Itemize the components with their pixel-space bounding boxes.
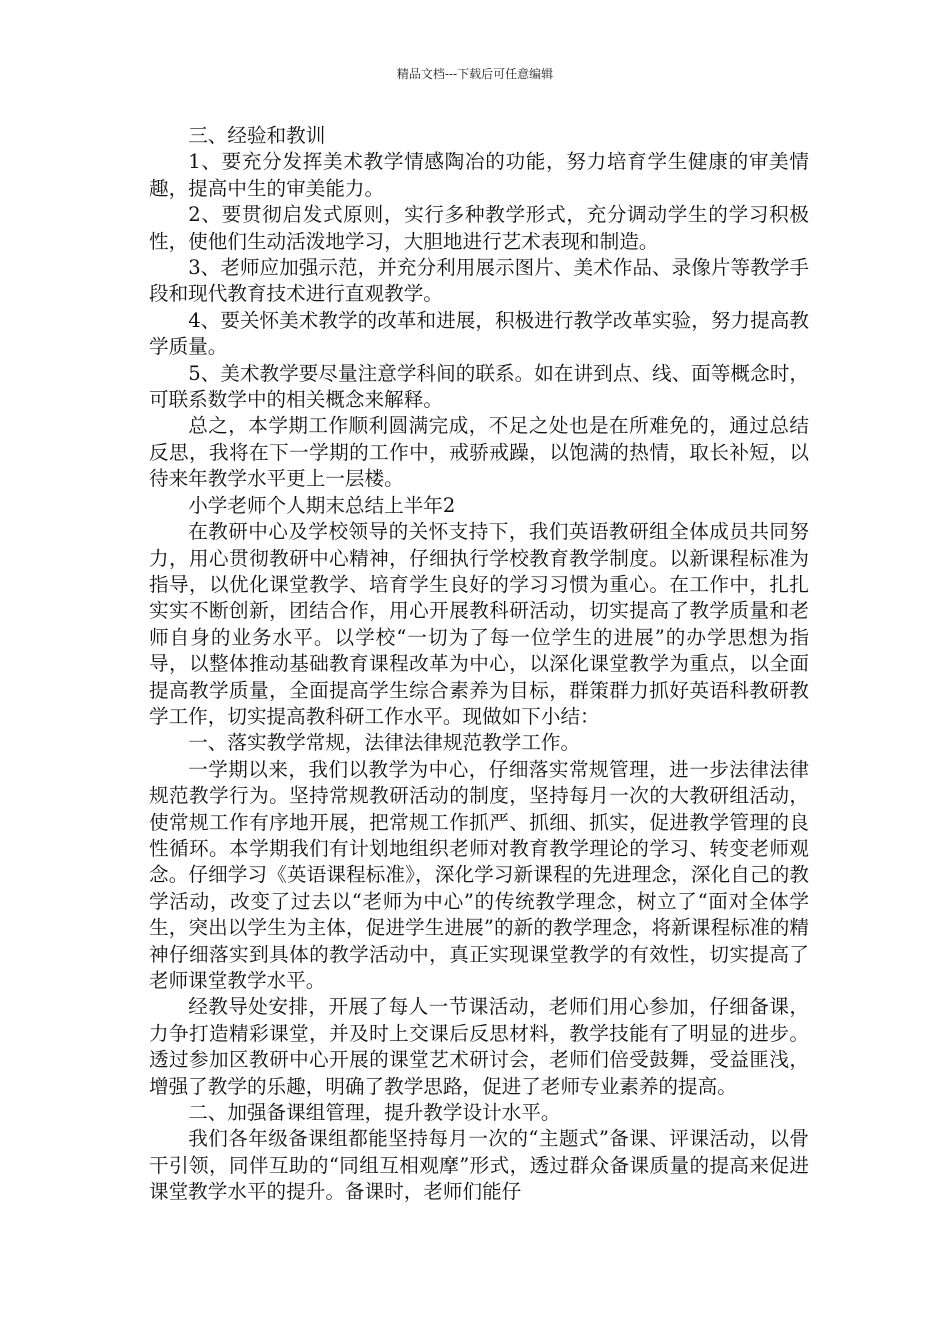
section-heading-lesson-prep: 二、加强备课组管理，提升教学设计水平。 [188, 1101, 561, 1125]
document-body [149, 123, 809, 1206]
paragraph: 5、美术教学要尽量注意学科间的联系。如在讲到点、线、面等概念时，可联系数学中的相关概念来解释。 [149, 361, 809, 412]
section-heading-routine: 一、落实教学常规，法律法律规范教学工作。 [188, 731, 581, 755]
paragraph: 3、老师应加强示范，并充分利用展示图片、美术作品、录像片等教学手段和现代教育技术进行直观教学。 [149, 256, 809, 306]
paragraph: 1、要充分发挥美术教学情感陶冶的功能，努力培育学生健康的审美情趣，提高中生的审美能力。 [149, 150, 809, 200]
section-heading-experience: 三、经验和教训 [188, 124, 326, 147]
page-header: 精品文档---下载后可任意编辑 [396, 67, 554, 81]
paragraph: 经教导处安排，开展了每人一节课活动，老师们用心参加，仔细备课，力争打造精彩课堂，并及时上交课后反思材料，教学技能有了明显的进步。透过参加区教研中心开展的课堂艺术研讨会，老师们倍受鼓舞，受益匪浅，增强了教学的乐趣，明确了教学思路，促进了老师专业素养的提高。 [149, 995, 809, 1098]
paragraph: 总之，本学期工作顺利圆满完成，不足之处也是在所难免的，通过总结反思，我将在下一学期的工作中，戒骄戒躁，以饱满的热情，取长补短，以待来年教学水平更上一层楼。 [149, 414, 809, 491]
paragraph: 2、要贯彻启发式原则，实行多种教学形式，充分调动学生的学习积极性，使他们生动活泼地学习，大胆地进行艺术表现和制造。 [149, 203, 809, 253]
document-subtitle: 小学老师个人期末总结上半年2 [188, 493, 456, 517]
paragraph: 我们各年级备课组都能坚持每月一次的“主题式”备课、评课活动，以骨干引领，同伴互助的“同组互相观摩”形式，透过群众备课质量的提高来促进课堂教学水平的提升。备课时，老师们能仔 [149, 1127, 809, 1204]
paragraph: 4、要关怀美术教学的改革和进展，积极进行教学改革实验，努力提高教学质量。 [149, 308, 809, 359]
paragraph: 一学期以来，我们以教学为中心，仔细落实常规管理，进一步法律法律规范教学行为。坚持常规教研活动的制度，坚持每月一次的大教研组活动，使常规工作有序地开展，把常规工作抓严、抓细、抓实，促进教学管理的良性循环。本学期我们有计划地组织老师对教育教学理论的学习、转变老师观念。仔细学习《英语课程标准》，深化学习新课程的先进理念，深化自己的教学活动，改变了过去以“老师为中心”的传统教学理念，树立了“面对全体学生，突出以学生为主体，促进学生进展”的新的教学理念，将新课程标准的精神仔细落实到具体的教学活动中，真正实现课堂教学的有效性，切实提高了老师课堂教学水平。 [149, 757, 809, 992]
paragraph: 在教研中心及学校领导的关怀支持下，我们英语教研组全体成员共同努力，用心贯彻教研中心精神，仔细执行学校教育教学制度。以新课程标准为指导，以优化课堂教学、培育学生良好的学习习惯为重心。在工作中，扎扎实实不断创新，团结合作，用心开展教科研活动，切实提高了教学质量和老师自身的业务水平。以学校“一切为了每一位学生的进展”的办学思想为指导，以整体推动基础教育课程改革为中心，以深化课堂教学为重点，以全面提高教学质量，全面提高学生综合素养为目标，群策群力抓好英语科教研教学工作，切实提高教科研工作水平。现做如下小结： [149, 520, 809, 728]
